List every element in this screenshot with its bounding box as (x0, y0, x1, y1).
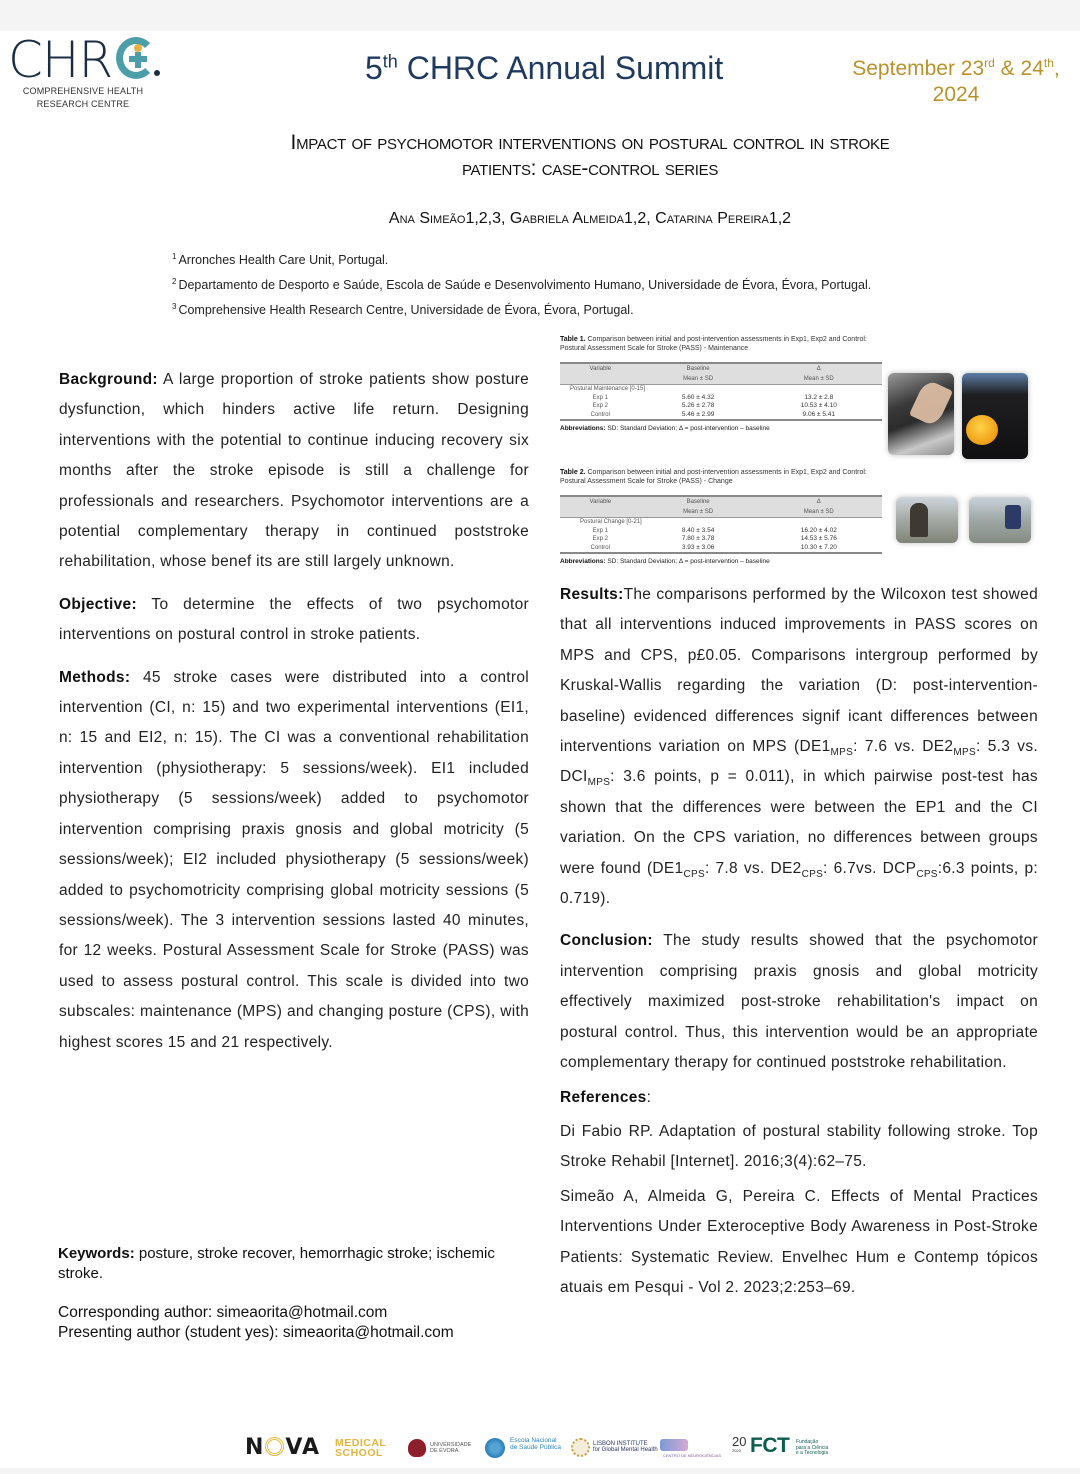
corresponding-author: Corresponding author: simeaorita@hotmail.com (58, 1304, 388, 1321)
caption-text: Comparison between initial and post-intervention assessments in Exp1, Exp2 and Control: Postural Assessment Scale for Stroke (PASS) - Change (560, 469, 867, 485)
table-header-row (560, 363, 882, 374)
title-line2: patients: case-control series (461, 157, 719, 180)
top-bar (0, 0, 1080, 31)
fct-year: 20 (732, 1434, 747, 1449)
ensp-label (510, 1437, 561, 1451)
table-group-row (560, 385, 882, 394)
logo-dot (154, 70, 160, 76)
subscript: MPS (830, 747, 854, 759)
row-name: Exp 2 (592, 536, 608, 542)
section-text: : 6.7vs. DCP (823, 859, 917, 877)
row-delta: 13.2 ± 2.8 (804, 393, 834, 401)
photo-detail (909, 379, 953, 428)
section-text: : 3.6 points, p = 0.011), in which pairwise post-test has shown that the differences were between the EP1 and the CI variation. On the CPS variation, no differences between groups were found (DE1 (560, 768, 1038, 877)
subscript: CPS (683, 868, 705, 880)
affiliation-num: 1 (172, 252, 177, 261)
left-column (59, 365, 529, 1070)
abbr-text: SD: Standard Deviation; Δ = post-intervention – baseline (605, 425, 770, 432)
section-text: :6.3 points, p: 0.719). (560, 859, 1039, 908)
subscript: CPS (916, 868, 938, 880)
nova-va: VA (285, 1435, 320, 1460)
logo-plus-bar (129, 56, 147, 62)
row-delta: 10.30 ± 7.20 (800, 543, 837, 551)
affiliation (172, 271, 871, 296)
summit-name: CHRC Annual Summit (397, 50, 724, 86)
summit-title (365, 50, 723, 87)
caption-label: Table 2. (560, 469, 586, 476)
affiliations (172, 246, 871, 321)
logo-yellow-dot (134, 44, 142, 52)
header-delta: Δ (816, 499, 821, 505)
date-sup: th (1043, 56, 1054, 70)
bottom-bar (0, 1468, 1080, 1474)
medical-school-label (335, 1438, 386, 1458)
results-section (560, 580, 1038, 914)
section-text: A large proportion of stroke patients show posture dysfunction, which hinders active life return. Designing interventions with the potential to continue inducing recovery six months after the stroke episode is still a challenge for professionals and researchers. Psychomotor interventions are a potential complementary therapy in continued poststroke rehabilitation, whose benef its are still largely unknown. (59, 371, 529, 571)
header-variable: Variable (589, 366, 612, 372)
date-year: 2024 (932, 83, 980, 106)
medical-line2: SCHOOL (335, 1447, 383, 1459)
fct-anniversary (732, 1435, 746, 1453)
contact-info (58, 1303, 538, 1343)
row-name: Control (590, 411, 610, 418)
ensp-line2: de Saúde Pública (510, 1444, 561, 1451)
row-baseline: 3.93 ± 3.06 (681, 543, 715, 551)
abbr-text: SD: Standard Deviation; Δ = post-intervention – baseline (605, 558, 770, 565)
section-label: References (560, 1088, 647, 1106)
section-text: To determine the effects of two psychomotor interventions on postural control in stroke patients. (59, 595, 529, 644)
header-mean-sd: Mean ± SD (683, 509, 714, 515)
logo-wordmark: CHR (8, 31, 113, 89)
table-group-row (560, 518, 882, 527)
affiliation-text: Arronches Health Care Unit, Portugal. (178, 253, 389, 268)
row-baseline: 5.46 ± 2.99 (681, 410, 715, 418)
fct-logo: FCT (750, 1434, 790, 1457)
section-label: Conclusion: (560, 932, 653, 950)
logo-subtitle-line2: RESEARCH CENTRE (36, 99, 130, 109)
ensp-line1: Escola Nacional (510, 1437, 557, 1444)
lisbon-line1: LISBON INSTITUTE (593, 1441, 648, 1447)
affiliation-text: Departamento de Desporto e Saúde, Escola de Saúde e Desenvolvimento Humano, Universidade de Évora, Évora, Portugal. (178, 278, 872, 293)
table-subheader-row (560, 507, 882, 518)
data-table (560, 495, 882, 554)
reference-item: Di Fabio RP. Adaptation of postural stability following stroke. Top Stroke Rehabil [Internet]. 2016;3(4):62–75. (560, 1122, 1038, 1171)
section-text: : 7.8 vs. DE2 (704, 859, 802, 877)
row-baseline: 8.40 ± 3.54 (681, 526, 715, 534)
table-row (560, 394, 882, 403)
affiliation (172, 246, 871, 271)
keywords (58, 1244, 528, 1284)
header-empty (560, 507, 641, 518)
nova-n: N (245, 1435, 265, 1460)
photo-patient-seated (896, 497, 958, 543)
affiliation-num: 3 (172, 302, 177, 312)
date-part: September 23 (852, 57, 985, 80)
date-sup: rd (984, 56, 995, 70)
lisbon-line2: for Global Mental Health (593, 1447, 658, 1453)
medical-line1: MEDICAL (335, 1437, 387, 1449)
right-column (560, 580, 1038, 1315)
keywords-text: posture, stroke recover, hemorrhagic stroke; ischemic stroke. (58, 1245, 495, 1282)
lisbon-institute-label (593, 1441, 658, 1453)
table-row (560, 411, 882, 421)
section-text: 45 stroke cases were distributed into a control intervention (CI, n: 15) and two experimental interventions (EI1, n: 15 and EI2, n: 15). The CI was a conventional rehabilitation intervention (physiotherapy: 5 sessions/week). EI1 included physiotherapy (5 sessions/week) added to psychomotor intervention comprising praxis gnosis and global motricity (5 sessions/week); EI2 included physiotherapy (5 sessions/week) added to psychomotricity comprising global motricity sessions (5 sessions/week). The 3 intervention sessions lasted 40 minutes, for 12 weeks. Postural Assessment Scale for Stroke (PASS) was used to assess postural control. This scale is divided into two subscales: maintenance (MPS) and changing posture (CPS), with highest scores 15 and 21 respectively. (59, 668, 529, 1051)
row-name: Control (590, 544, 610, 551)
subscript: MPS (953, 747, 976, 759)
caption-text: Comparison between initial and post-intervention assessments in Exp1, Exp2 and Control: Postural Assessment Scale for Stroke (PASS) - Maintenance (560, 336, 867, 352)
header-baseline: Baseline (686, 499, 710, 505)
section-text: : 5.3 vs. DCI (560, 738, 1038, 786)
section-label: Background: (59, 371, 158, 388)
chrc-logo (8, 33, 158, 113)
uevora-icon (408, 1439, 426, 1457)
affiliation-text: Comprehensive Health Research Centre, Universidade de Évora, Évora, Portugal. (178, 303, 634, 318)
photo-patient-chair (969, 497, 1031, 543)
header-empty (560, 374, 641, 385)
paper-title (140, 130, 1040, 182)
summit-suffix: th (382, 51, 398, 72)
references-heading (560, 1083, 1038, 1113)
table-row (560, 535, 882, 544)
header-delta: Δ (816, 366, 821, 372)
table-header-row (560, 496, 882, 507)
photo-detail (966, 415, 998, 445)
row-delta: 9.06 ± 5.41 (802, 410, 836, 418)
abbr-label: Abbreviations: (560, 425, 606, 432)
cnc-label: CENTRO DE NEUROCIÊNCIAS (663, 1453, 722, 1458)
methods-section (59, 663, 529, 1058)
section-text: The study results showed that the psychomotor intervention comprising praxis gnosis and global motricity effectively maximized post-stroke rehabilitation's impact on postural control. Thus, this intervention would be an appropriate complementary therapy for continued poststroke rehabilitation. (560, 932, 1038, 1072)
uevora-label (430, 1442, 471, 1454)
row-baseline: 5.60 ± 4.32 (681, 393, 715, 401)
cnc-icon (660, 1439, 688, 1451)
section-label: Objective: (59, 595, 137, 613)
date-part: , (1053, 57, 1060, 80)
conclusion-section (560, 926, 1038, 1078)
lisbon-institute-icon (571, 1438, 590, 1457)
table-row (560, 402, 882, 411)
logo-subtitle-line1: COMPREHENSIVE HEALTH (22, 86, 144, 96)
fct-sub-line: e a Tecnologia (796, 1450, 829, 1456)
photo-therapy-hands (888, 373, 954, 455)
group-label: Postural Change [0-21] (580, 519, 642, 525)
abbr-label: Abbreviations: (560, 558, 606, 565)
ensp-icon (485, 1438, 505, 1458)
section-label: Methods: (59, 668, 131, 686)
section-label: Results: (560, 586, 624, 603)
row-baseline: 7.80 ± 3.78 (681, 535, 715, 542)
section-text: The comparisons performed by the Wilcoxon test showed that all interventions induced improvements in PASS scores on MPS and CPS, p£0.05. Comparisons intergroup performed by Kruskal-Wallis regarding the variation (D: post-intervention-baseline) evidenced differences signif icant differences between interventions variation on MPS (DE1 (560, 586, 1038, 756)
background-section (59, 365, 529, 578)
uevora-line1: UNIVERSIDADE (430, 1442, 472, 1448)
photo-foot-ball (962, 373, 1028, 459)
header-mean-sd: Mean ± SD (803, 376, 834, 382)
header-mean-sd: Mean ± SD (683, 376, 714, 382)
section-text: : 7.6 vs. DE2 (853, 738, 954, 756)
header-variable: Variable (589, 499, 612, 505)
table-subheader-row (560, 374, 882, 385)
affiliation-num: 2 (172, 277, 177, 287)
summit-date (836, 50, 1076, 108)
keywords-label: Keywords: (58, 1245, 135, 1262)
table-1 (560, 335, 882, 432)
fct-sub-line: Fundação (796, 1439, 819, 1445)
subscript: CPS (801, 868, 824, 880)
fct-sub-line: para a Ciência (796, 1444, 829, 1451)
table-row (560, 544, 882, 554)
uevora-line2: DE ÉVORA (430, 1448, 459, 1454)
affiliation (172, 296, 871, 321)
summit-number: 5 (365, 50, 383, 86)
header-mean-sd: Mean ± SD (803, 509, 834, 515)
fct-label (796, 1440, 828, 1457)
reference-item: Simeão A, Almeida G, Pereira C. Effects of Mental Practices Interventions Under Exteroceptive Body Awareness in Post-Stroke Patients: Systematic Review. Envelhec Hum e Contemp tópicos atuais em Pesqui - Vol 2. 2023;2:253–69. (560, 1187, 1038, 1296)
fct-year-sub: 2023 (732, 1448, 741, 1453)
authors: Ana Simeão1,2,3, Gabriela Almeida1,2, Catarina Pereira1,2 (388, 210, 792, 227)
nova-logo (245, 1435, 320, 1460)
photo-detail (910, 503, 928, 537)
caption-label: Table 1. (560, 336, 586, 343)
table-caption (560, 468, 882, 486)
row-delta: 16.20 ± 4.02 (800, 526, 837, 534)
sponsor-logos (245, 1433, 845, 1463)
table-2 (560, 468, 882, 565)
row-name: Exp 1 (592, 394, 608, 401)
objective-section (59, 590, 529, 651)
title-line1: Impact of psychomotor interventions on postural control in stroke (290, 131, 890, 154)
data-table (560, 362, 882, 421)
subscript: MPS (587, 777, 611, 789)
row-baseline: 5.26 ± 2.78 (681, 402, 715, 409)
row-delta: 10.53 ± 4.10 (800, 402, 837, 409)
nova-o-icon (265, 1437, 284, 1456)
table-row (560, 527, 882, 536)
table-caption (560, 335, 882, 353)
photo-detail (1005, 505, 1021, 529)
presenting-author: Presenting author (student yes): simeaorita@hotmail.com (58, 1324, 454, 1341)
row-delta: 14.53 ± 5.76 (800, 535, 837, 542)
group-label: Postural Maintenance [0-15] (570, 386, 646, 392)
section-text: : (646, 1088, 652, 1106)
date-part: & 24 (994, 57, 1044, 80)
logo-subtitle (8, 85, 158, 111)
table-abbreviations (560, 558, 882, 565)
header-baseline: Baseline (686, 366, 710, 372)
row-name: Exp 2 (592, 403, 608, 409)
table-abbreviations (560, 425, 882, 432)
row-name: Exp 1 (592, 527, 608, 534)
